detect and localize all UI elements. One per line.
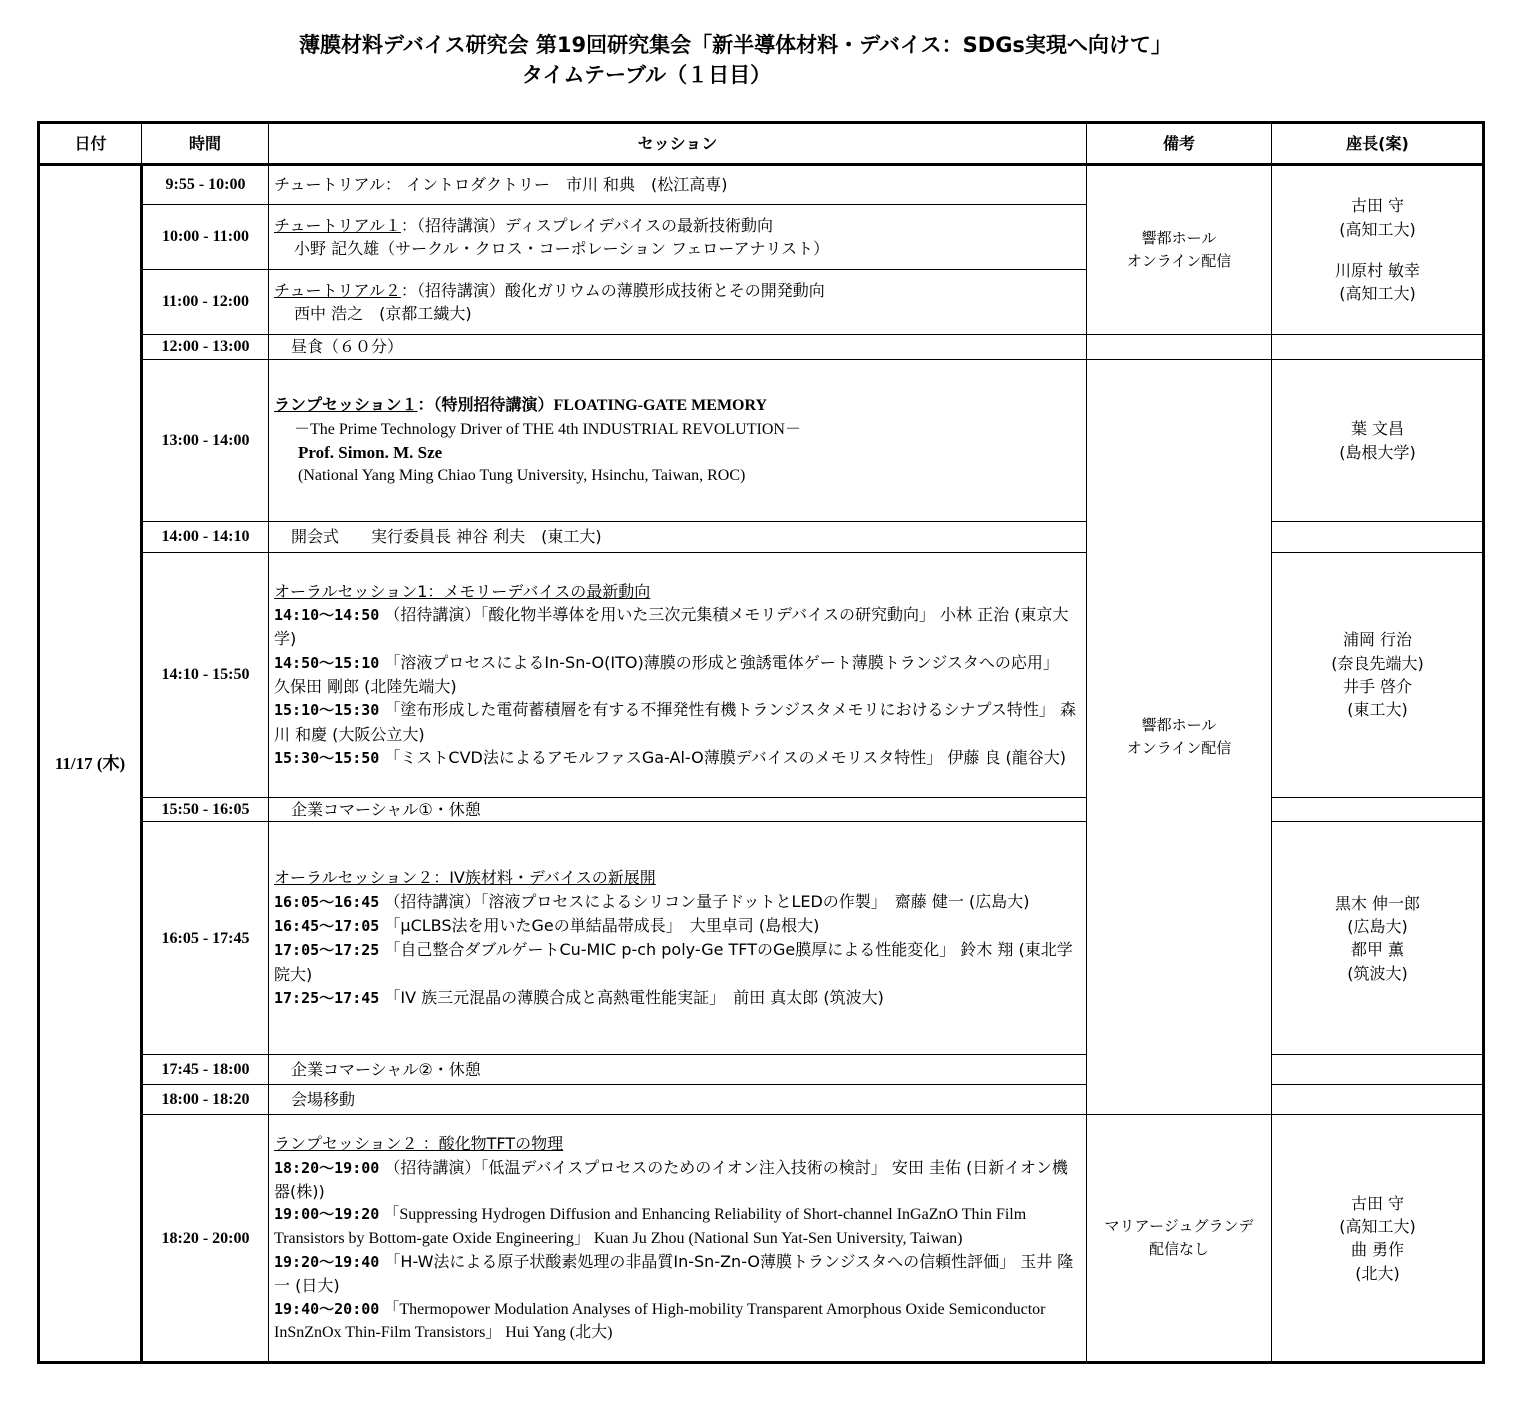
talk-time: 14:50〜15:10	[274, 653, 380, 672]
talk-text: 「Suppressing Hydrogen Diffusion and Enhancing Reliability of Short-channel InGaZnO Thin Film Transistors by Bottom-gate Oxide Engineering」 Kuan Ju Zhou (National Sun Yat-Sen University, Taiwan)	[274, 1206, 1027, 1247]
talk-text: 「H-W法による原子状酸素処理の非晶質In-Sn-Zn-O薄膜トランジスタへの信頼性評価」 玉井 隆一 (日大)	[274, 1251, 1074, 1296]
session-heading: オーラルセッション1：メモリーデバイスの最新動向	[274, 581, 651, 601]
session-title: ：（招待講演）酸化ガリウムの薄膜形成技術とその開発動向	[400, 280, 825, 300]
chair-affiliation: (筑波大)	[1347, 963, 1408, 983]
note-cell	[1087, 360, 1272, 1115]
date-cell: 11/17 (木)	[39, 165, 142, 1363]
note-stream: 配信なし	[1148, 1240, 1209, 1259]
note-venue: 響都ホール	[1141, 715, 1217, 734]
talk-item	[274, 986, 1082, 1010]
talk-item	[274, 746, 1082, 770]
session-title: ：（招待講演）ディスプレイデバイスの最新技術動向	[400, 215, 774, 235]
talk-text: 「ミストCVD法によるアモルファスGa-Al-O薄膜デバイスのメモリスタ特性」 伊藤 良 (龍谷大)	[384, 747, 1067, 767]
talk-text: 「Thermopower Modulation Analyses of High-mobility Transparent Amorphous Oxide Semiconductor InSnZnOx Thin-Film Transistors」 Hui Yang (北大)	[274, 1300, 1046, 1341]
session-heading: ランプセッション２ ：酸化物TFTの物理	[274, 1134, 564, 1154]
chair-affiliation: (広島大)	[1347, 917, 1408, 936]
timetable	[37, 121, 1485, 1364]
note-cell	[1087, 335, 1272, 360]
talk-text: 「溶液プロセスによるIn-Sn-O(ITO)薄膜の形成と強誘電体ゲート薄膜トランジスタへの応用」 久保田 剛郎 (北陸先端大)	[274, 652, 1067, 696]
session-label: チュートリアル１	[274, 215, 401, 235]
session-label: ランプセッション１	[274, 395, 418, 415]
session-label: チュートリアル２	[274, 280, 401, 300]
chair-cell	[1272, 165, 1484, 335]
chair-name: 黒木 伸一郎	[1334, 893, 1421, 913]
talk-item	[274, 1298, 1082, 1345]
table-row	[39, 360, 1484, 522]
chair-name: 都甲 薫	[1350, 940, 1405, 960]
chair-cell	[1272, 522, 1484, 553]
talk-time: 19:40〜20:00	[274, 1299, 380, 1318]
time-cell: 9:55 - 10:00	[142, 165, 269, 205]
talk-time: 14:10〜14:50	[274, 606, 380, 625]
chair-name: 葉 文昌	[1350, 419, 1405, 439]
chair-affiliation: (高知工大)	[1339, 219, 1416, 239]
chair-cell	[1272, 822, 1484, 1055]
chair-name: 古田 守	[1350, 196, 1405, 216]
chair-cell	[1272, 335, 1484, 360]
talk-time: 17:05〜17:25	[274, 941, 380, 960]
session-cell: 企業コマーシャル①・休憩	[269, 798, 1087, 822]
session-cell	[269, 1115, 1087, 1363]
note-cell	[1272, 1085, 1484, 1115]
time-cell: 10:00 - 11:00	[142, 205, 269, 270]
chair-affiliation: (高知工大)	[1339, 284, 1416, 304]
time-cell: 13:00 - 14:00	[142, 360, 269, 522]
talk-item	[274, 1250, 1082, 1298]
talk-time: 17:25〜17:45	[274, 988, 380, 1007]
chair-name: 浦岡 行治	[1342, 630, 1413, 650]
chair-cell	[1272, 553, 1484, 798]
chair-cell	[1272, 1055, 1484, 1085]
note-venue: 響都ホール	[1141, 228, 1217, 247]
session-cell	[269, 270, 1087, 335]
document-subtitle: タイムテーブル（１日目）	[521, 63, 772, 87]
chair-cell	[1272, 360, 1484, 522]
time-cell: 18:20 - 20:00	[142, 1115, 269, 1363]
talk-time: 18:20〜19:00	[274, 1158, 380, 1177]
header-date: 日付	[39, 123, 142, 165]
chair-cell	[1272, 798, 1484, 822]
table-row	[39, 1115, 1484, 1363]
talk-text: 「塗布形成した電荷蓄積層を有する不揮発性有機トランジスタメモリにおけるシナプス特性」 森川 和慶 (大阪公立大)	[274, 700, 1076, 744]
header-session: セッション	[269, 123, 1087, 165]
talk-item	[274, 890, 1082, 914]
chair-affiliation: (高知工大)	[1339, 1217, 1416, 1236]
session-cell	[269, 205, 1087, 270]
session-cell	[269, 822, 1087, 1055]
talk-item	[274, 1203, 1082, 1250]
session-cell	[269, 360, 1087, 522]
note-stream: オンライン配信	[1126, 739, 1232, 758]
header-time: 時間	[142, 123, 269, 165]
speaker: Prof. Simon. M. Sze	[298, 443, 443, 462]
speaker: 西中 浩之 (京都工繊大)	[294, 304, 472, 323]
session-heading: オーラルセッション２：IV族材料・デバイスの新展開	[274, 868, 656, 888]
talk-time: 16:45〜17:05	[274, 917, 380, 935]
time-cell: 12:00 - 13:00	[142, 335, 269, 360]
chair-name: 古田 守	[1350, 1193, 1405, 1213]
session-cell: 昼食（６０分）	[269, 335, 1087, 360]
talk-text: 「μCLBS法を用いたGeの単結晶帯成長」 大里卓司 (島根大)	[384, 916, 820, 935]
chair-name: 井手 啓介	[1342, 677, 1413, 696]
talk-item	[274, 914, 1082, 938]
time-cell: 18:00 - 18:20	[142, 1085, 269, 1115]
table-row	[39, 335, 1484, 360]
chair-affiliation: (東工大)	[1347, 700, 1408, 720]
session-cell	[269, 553, 1087, 798]
talk-item	[274, 1156, 1082, 1204]
note-stream: オンライン配信	[1126, 252, 1232, 270]
affiliation: (National Yang Ming Chiao Tung University, Hsinchu, Taiwan, ROC)	[298, 467, 746, 485]
talk-text: 「自己整合ダブルゲートCu-MIC p-ch poly-Ge TFTのGe膜厚による性能変化」 鈴木 翔 (東北学院大)	[274, 940, 1073, 984]
talk-item	[274, 698, 1082, 746]
header-chair: 座長(案)	[1272, 123, 1484, 165]
chair-affiliation: (島根大学)	[1339, 442, 1416, 462]
speaker: 小野 記久雄（サークル・クロス・コーポレーション フェローアナリスト）	[294, 239, 830, 258]
talk-time: 16:05〜16:45	[274, 892, 380, 911]
talk-item	[274, 938, 1082, 986]
time-cell: 17:45 - 18:00	[142, 1055, 269, 1085]
session-cell: 企業コマーシャル②・休憩	[269, 1055, 1087, 1085]
header-note: 備考	[1087, 123, 1272, 165]
session-cell: 開会式 実行委員長 神谷 利夫 (東工大)	[269, 522, 1087, 553]
chair-name: 曲 勇作	[1350, 1240, 1405, 1260]
time-cell: 14:10 - 15:50	[142, 553, 269, 798]
session-cell: チュートリアル： イントロダクトリー 市川 和典 (松江高専)	[269, 165, 1087, 205]
talk-time: 15:10〜15:30	[274, 701, 380, 720]
session-title: ：（特別招待講演）FLOATING-GATE MEMORY	[417, 397, 768, 415]
talk-text: 「IV 族三元混晶の薄膜合成と高熱電性能実証」 前田 真太郎 (筑波大)	[384, 987, 884, 1007]
table-row	[39, 165, 1484, 205]
session-cell: 会場移動	[269, 1085, 1087, 1115]
chair-affiliation: (奈良先端大)	[1331, 653, 1424, 673]
talk-time: 19:00〜19:20	[274, 1205, 380, 1224]
time-cell: 16:05 - 17:45	[142, 822, 269, 1055]
talk-text: （招待講演）「低温デバイスプロセスのためのイオン注入技術の検討」 安田 圭佑 (日新イオン機器(株))	[274, 1157, 1068, 1202]
talk-text: （招待講演）「溶液プロセスによるシリコン量子ドットとLEDの作製」 齋藤 健一 (広島大)	[384, 891, 1030, 911]
chair-affiliation: (北大)	[1355, 1263, 1400, 1283]
note-venue: マリアージュグランデ	[1104, 1217, 1254, 1235]
talk-item	[274, 603, 1082, 651]
talk-time: 15:30〜15:50	[274, 748, 380, 767]
talk-text: （招待講演）「酸化物半導体を用いた三次元集積メモリデバイスの研究動向」 小林 正治 (東京大学)	[274, 605, 1069, 649]
note-cell	[1087, 1115, 1272, 1363]
session-subtitle: －The Prime Technology Driver of THE 4th INDUSTRIAL REVOLUTION－	[294, 420, 801, 438]
time-cell: 14:00 - 14:10	[142, 522, 269, 553]
document-title: 薄膜材料デバイス研究会 第19回研究集会「新半導体材料・デバイス：SDGs実現へ向けて」	[299, 33, 1172, 57]
talk-item	[274, 651, 1082, 699]
time-cell: 11:00 - 12:00	[142, 270, 269, 335]
header-row	[39, 123, 1484, 165]
time-cell: 15:50 - 16:05	[142, 798, 269, 822]
talk-time: 19:20〜19:40	[274, 1252, 380, 1271]
note-cell	[1087, 165, 1272, 335]
chair-name: 川原村 敏幸	[1334, 261, 1421, 280]
chair-cell	[1272, 1115, 1484, 1363]
